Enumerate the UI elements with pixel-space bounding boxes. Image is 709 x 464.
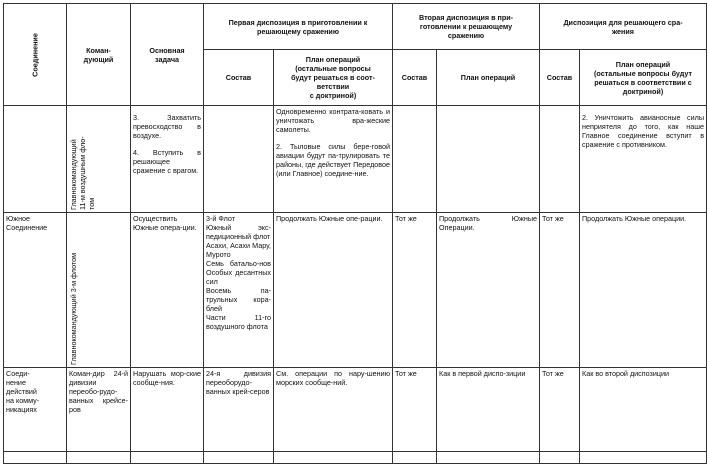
header-main-task: Основная задача: [131, 4, 204, 106]
cell-composition-2: Тот же: [393, 368, 437, 452]
header-composition-3: Состав: [540, 50, 580, 106]
cell-main-task: Осуществить Южные опера-ции.: [131, 213, 204, 368]
cell-plan-2: Как в первой диспо-зиции: [437, 368, 540, 452]
cell-composition-3: Тот же: [540, 213, 580, 368]
header-composition-2: Состав: [393, 50, 437, 106]
cell-plan-1: Продолжать Южные опе-рации.: [274, 213, 393, 368]
cell-plan-3: [580, 106, 707, 213]
task-item: 4. Вступить в решающее сражение с врагом.: [133, 148, 201, 175]
cell-commander: Главнокомандующий 11-м воздушным фло- том: [67, 106, 131, 213]
table-row: [4, 368, 707, 452]
cell-plan-2: Продолжать Южные Операции.: [437, 213, 540, 368]
plan-item: 2. Уничтожить авианосные силы неприятеля до того, как наше Главное соединение вступит в сражение с противником.: [582, 113, 705, 149]
cell-composition-2: [393, 106, 437, 213]
table-row-partial: [4, 452, 707, 464]
cell-commander: Главнокомандующий 3-м флотом: [67, 213, 131, 368]
header-commander: Коман- дующий: [67, 4, 131, 106]
header-plan-3: План операций (остальные вопросы будут решаться в соответствии с доктриной): [580, 50, 707, 106]
cell-plan-3: Продолжать Южные операции.: [580, 213, 707, 368]
header-first-disposition: Первая диспозиция в приготовлении к решающему сражению: [204, 4, 393, 50]
table-row: [4, 106, 707, 213]
cell-plan-2: [437, 106, 540, 213]
cell-main-task: [131, 106, 204, 213]
header-connection: Соединение: [4, 4, 67, 106]
header-plan-1: План операций (остальные вопросы будут решаться в соот- ветствии с доктриной): [274, 50, 393, 106]
cell-connection: Соеди- нение действий на комму- никациях: [4, 368, 67, 452]
plan-item: 2. Тыловые силы бере-говой авиации будут па-трулировать те районы, где действует Передовое (или Главное) соедине-ние.: [276, 142, 391, 178]
cell-composition-2: Тот же: [393, 213, 437, 368]
cell-composition-1: 3-й Флот Южный экс-педиционный флот Асахи, Асахи Мару, Мурото Семь батальо-нов Особых десантных сил Восемь па-трульных кора-блей Части 11-го воздушного флота: [204, 213, 274, 368]
cell-commander: Коман-дир 24-й дивизии переобо-рудо-ванных крейсе-ров: [67, 368, 131, 452]
header-row-1: [4, 4, 707, 50]
table-row: [4, 213, 707, 368]
cell-composition-1: 24-я дивизия переоборудо-ванных крей-серов: [204, 368, 274, 452]
cell-connection: Южное Соединение: [4, 213, 67, 368]
header-composition-1: Состав: [204, 50, 274, 106]
cell-composition-1: [204, 106, 274, 213]
cell-plan-1: См. операции по нару-шению морских сообще-ний.: [274, 368, 393, 452]
cell-main-task: Нарушать мор-ские сообще-ния.: [131, 368, 204, 452]
plan-item: Одновременно контрата-ковать и уничтожать вра-жеские самолеты.: [276, 107, 391, 134]
header-second-disposition: Вторая диспозиция в при- готовлении к решающему сражению: [393, 4, 540, 50]
task-item: 3. Захватить превосходство в воздухе.: [133, 113, 201, 140]
cell-plan-1: [274, 106, 393, 213]
cell-connection: [4, 106, 67, 213]
document-page: [3, 3, 706, 461]
cell-plan-3: Как во второй диспозиции: [580, 368, 707, 452]
header-plan-2: План операций: [437, 50, 540, 106]
disposition-table: [3, 3, 707, 464]
cell-composition-3: [540, 106, 580, 213]
header-decisive-disposition: Диспозиция для решающего сра- жения: [540, 4, 707, 50]
cell-composition-3: Тот же: [540, 368, 580, 452]
